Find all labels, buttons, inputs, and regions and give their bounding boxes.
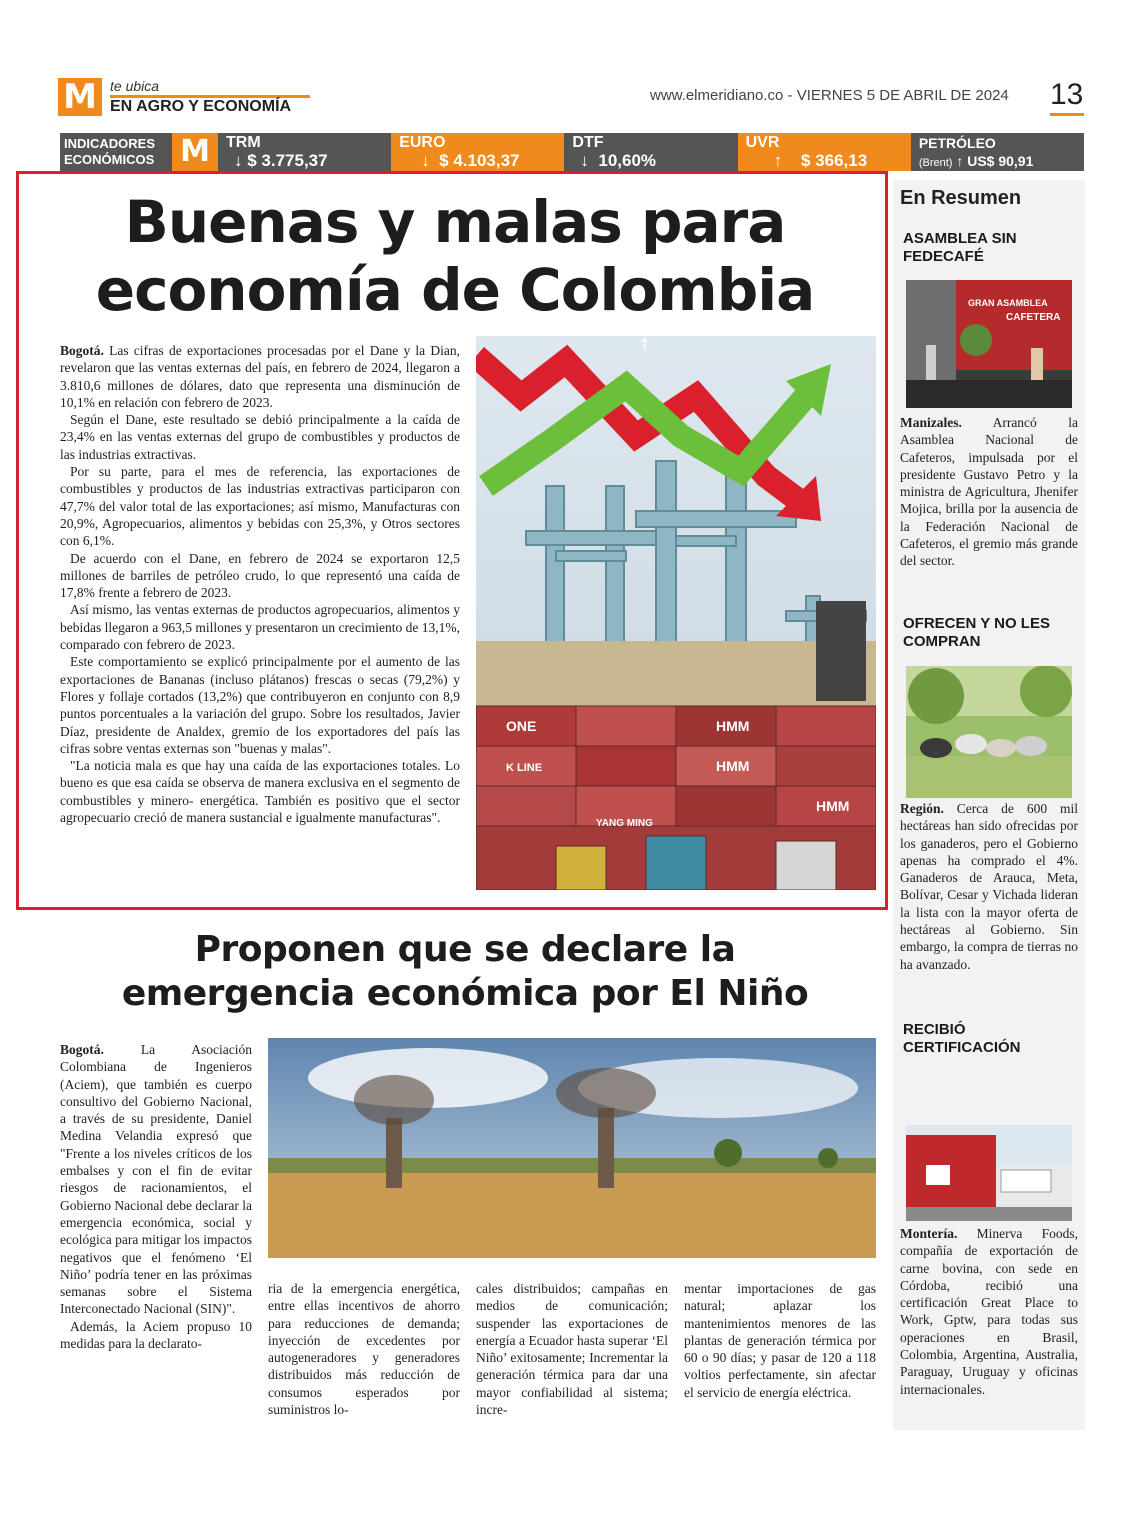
sidebar-heading-certificacion: RECIBIÓ CERTIFICACIÓN bbox=[903, 1021, 1021, 1056]
port-chart-photo bbox=[476, 336, 876, 890]
arrow-up-icon: ↑ bbox=[773, 151, 783, 170]
second-story-col3: cales distribuidos; campañas en medios de comunicación; suspender las exportaciones de energía a Ecuador hasta superar ‘El Niño’ exitosamente; Incrementar la generación térmica para dar una mayor confiabilidad al sistema; incre- bbox=[476, 1281, 668, 1418]
indicators-title: INDICADORES ECONÓMICOS bbox=[60, 133, 172, 171]
svg-text:CAFETERA: CAFETERA bbox=[1006, 312, 1061, 323]
sidebar-heading-ofrecen: OFRECEN Y NO LES COMPRAN bbox=[903, 615, 1050, 650]
svg-text:GRAN ASAMBLEA: GRAN ASAMBLEA bbox=[968, 298, 1048, 308]
indicator-dtf: DTF ↓ 10,60% bbox=[564, 133, 737, 171]
arrow-down-icon: ↓ bbox=[421, 151, 430, 170]
indicators-logo: M bbox=[172, 133, 218, 171]
cattle-photo bbox=[906, 666, 1072, 798]
second-story-col1: Bogotá. La Asociación Colombiana de Ingenieros (Aciem), que también es cuerpo consultivo del Gobierno Nacional, a través de su presidente, Daniel Medina Velandia expresó que "Frente a los niveles críticos de los embalses y con el fin de evitar riesgos de racionamientos, el Gobierno Nacional debe declarar la emergencia económica, social y ecológica para mitigar los impactos negativos que el fenómeno ‘El Niño’ podría tener en las próximas semanas sobre el Sistema Interconectado Nacional (SIN)". Además, la Aciem propuso 10 medidas para la declarato- bbox=[60, 1042, 252, 1352]
arrow-down-icon: ↓ bbox=[580, 151, 589, 170]
second-dateline: Bogotá. bbox=[60, 1042, 104, 1057]
second-story-col2: ria de la emergencia energética, entre ellas incentivos de ahorro para reducciones de demanda; inyección de excedentes por autogeneradores y generadores distribuidos más reducción de consumos esperados por suministros lo- bbox=[268, 1281, 460, 1418]
sidebar-title: En Resumen bbox=[900, 187, 1022, 209]
arrow-up-icon: ↑ bbox=[956, 153, 964, 169]
indicator-petroleo: PETRÓLEO (Brent) ↑ US$ 90,91 bbox=[911, 133, 1084, 171]
section-name: EN AGRO Y ECONOMÍA bbox=[110, 98, 292, 115]
main-story-body: Bogotá. Las cifras de exportaciones procesadas por el Dane y la Dian, revelaron que las ventas externas del país, en febrero de 2024, llegaron a 3.810,6 millones de dólares, dato que representa una disminución de 10,1% en relación con febrero de 2023. Según el Dane, este resultado se debió principalmente a la caída de 23,4% en las ventas externas del grupo de combustibles y productos de las industrias extractivas. Por su parte, para el mes de referencia, las exportaciones de combustibles y productos de las industrias extractivas participaron con 47,7% del valor total de las exportaciones; así mismo, Manufacturas con 20,9%, Agropecuarios, alimentos y bebidas con 25,3%, y Otros sectores con 6,1%. De acuerdo con el Dane, en febrero de 2024 se exportaron 12,5 millones de barriles de petróleo crudo, lo que representó una caída de 17,8% frente a febrero de 2023. Así mismo, las ventas externas de productos agropecuarios, alimentos y bebidas llegaron a 963,5 millones y presentaron un crecimiento de 13,1%, comparado con febrero de 2023. Este comportamiento se explicó principalmente por el aumento de las exportaciones de Bananas (incluso plátanos) frescas o secas (79,2%) y Flores y follaje cortados (13,2%) que contribuyeron en conjunto con 8,9 puntos porcentuales a la variación del grupo. Sobre los resultados, Javier Díaz, presidente de Analdex, gremio de los exportadores del país las cifras sobre ventas externas son "buenas y malas". "La noticia mala es que hay una caída de las exportaciones totales. Lo bueno es que esa caída se observa de manera exclusiva en el segmento de combustibles y minero- energética. También es positivo que el sector agropecuario creció de manera sustancial e igualmente manufacturas". bbox=[60, 343, 461, 826]
sidebar-text-asamblea: Manizales. Arrancó la Asamblea Nacional de Cafeteros, impulsada por el presidente Gustavo Petro y la ministra de Agricultura, Jhenifer Mojica, brilla por la ausencia de la Federación Nacional de Cafeteros, el gremio más grande del sector. bbox=[900, 415, 1078, 569]
svg-text:↑: ↑ bbox=[638, 336, 652, 354]
sidebar-text-ofrecen: Región. Cerca de 600 mil hectáreas han sido ofrecidas por los ganaderos, pero el Gobierno apenas ha comprado el 4%. Ganaderos de Arauca, Meta, Bolívar, Cesar y Vichada lideran la lista con la mayor oferta de hectáreas al Gobierno. Sin embargo, la compra de tierras no ha avanzado. bbox=[900, 801, 1078, 972]
arrow-down-icon: ↓ bbox=[234, 151, 243, 170]
container-label-kline: K LINE bbox=[506, 762, 543, 774]
second-headline: Proponen que se declare la emergencia económica por El Niño bbox=[121, 929, 809, 1014]
sidebar-heading-asamblea: ASAMBLEA SIN FEDECAFÉ bbox=[903, 230, 1017, 265]
sidebar-text-certificacion: Montería. Minerva Foods, compañía de exportación de carne bovina, con sede en Córdoba, recibió una certificación Great Place to Work, Gptw, para todas sus operaciones en Brasil, Colombia, Argentina, Australia, Paraguay, Uruguay y oficinas internacionales. bbox=[900, 1226, 1079, 1397]
container-label-one: ONE bbox=[506, 718, 537, 734]
container-label-hmm: HMM bbox=[716, 718, 750, 734]
container-label-hmm: HMM bbox=[816, 798, 850, 814]
indicator-trm: TRM ↓ $ 3.775,37 bbox=[218, 133, 391, 171]
site-date: www.elmeridiano.co - VIERNES 5 DE ABRIL DE 2024 bbox=[650, 87, 1009, 104]
second-story-col4: mentar importaciones de gas natural; aplazar los mantenimientos menores de las plantas de generación térmica por 60 o 90 días; y pasar de 120 a 118 voltios perfectamente, sin afectar el servicio de energía eléctrica. bbox=[684, 1281, 876, 1400]
savanna-drought-photo bbox=[268, 1038, 876, 1258]
indicator-euro: EURO ↓ $ 4.103,37 bbox=[391, 133, 564, 171]
indicators-bar bbox=[60, 133, 1084, 171]
main-headline: Buenas y malas para economía de Colombia bbox=[95, 188, 815, 324]
newspaper-logo[interactable]: M bbox=[58, 78, 102, 116]
tagline: te ubica bbox=[110, 78, 160, 94]
container-label-hmm: HMM bbox=[716, 758, 750, 774]
assembly-photo bbox=[906, 280, 1072, 408]
page-number-underline bbox=[1050, 113, 1084, 116]
main-dateline: Bogotá. bbox=[60, 343, 104, 358]
minerva-plant-photo bbox=[906, 1125, 1072, 1221]
indicator-uvr: UVR ↑ $ 366,13 bbox=[738, 133, 911, 171]
container-label-yangming: YANG MING bbox=[596, 818, 653, 829]
page-number: 13 bbox=[1050, 78, 1084, 111]
